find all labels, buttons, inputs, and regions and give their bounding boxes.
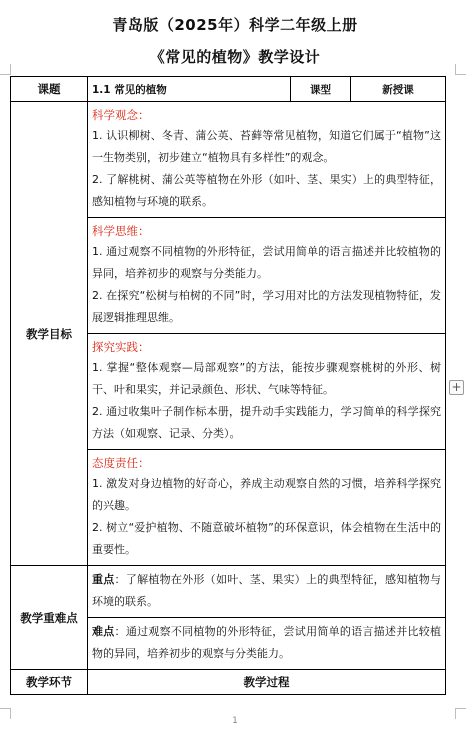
objective-line: 2. 通过收集叶子制作标本册，提升动手实践能力，学习简单的科学探究方法（如观察、记录、分类）。 — [92, 405, 441, 440]
topic-value[interactable]: 1.1 常见的植物 — [88, 77, 291, 102]
objective-section-practice[interactable] — [88, 334, 446, 450]
key-point-tag: 重点 — [92, 573, 115, 586]
objective-line: 2. 了解桃树、蒲公英等植物在外形（如叶、茎、果实）上的典型特征，感知植物与环境的联系。 — [92, 173, 441, 208]
objective-section-thinking[interactable] — [88, 218, 446, 334]
objective-section-attitude[interactable] — [88, 450, 446, 566]
difficult-point-tag: 难点 — [92, 625, 115, 638]
difficult-point-body: ：通过观察不同植物的外形特征，尝试用简单的语言描述并比较植物的异同，培养初步的观察与分类能力。 — [92, 625, 442, 660]
topic-label: 课题 — [11, 77, 88, 102]
topic-row — [11, 77, 446, 102]
section-heading: 态度责任： — [92, 456, 150, 470]
document-title: 青岛版（2025年）科学二年级上册 — [112, 16, 358, 34]
add-row-button[interactable]: + — [449, 380, 464, 395]
lesson-type-label: 课型 — [291, 77, 351, 102]
objective-line: 1. 激发对身边植物的好奇心，养成主动观察自然的习惯，培养科学探究的兴趣。 — [92, 477, 441, 512]
objective-section-concept[interactable] — [88, 102, 446, 218]
objective-line: 2. 在探究“松树与柏树的不同”时，学习用对比的方法发现植物特征，发展逻辑推理思维。 — [92, 289, 441, 324]
objective-line: 1. 认识柳树、冬青、蒲公英、苔藓等常见植物，知道它们属于“植物”这一生物类别，初步建立“植物具有多样性”的观念。 — [92, 129, 441, 164]
key-point-text — [92, 569, 441, 613]
section-heading: 科学观念： — [92, 108, 150, 122]
process-heading: 教学过程 — [88, 670, 446, 695]
objectives-label: 教学目标 — [11, 102, 88, 566]
section-heading: 科学思维： — [92, 224, 150, 238]
process-stage-label: 教学环节 — [11, 670, 88, 695]
keypoints-row-1 — [11, 566, 446, 618]
document-subtitle: 《常见的植物》教学设计 — [149, 48, 321, 66]
objective-line: 1. 通过观察不同植物的外形特征，尝试用简单的语言描述并比较植物的异同，培养初步的观察与分类能力。 — [92, 245, 441, 280]
key-point-body: ：了解植物在外形（如叶、茎、果实）上的典型特征，感知植物与环境的联系。 — [92, 573, 442, 608]
process-row — [11, 670, 446, 695]
key-point-cell[interactable] — [88, 566, 446, 618]
objective-line: 2. 树立“爱护植物、不随意破坏植物”的环保意识，体会植物在生活中的重要性。 — [92, 521, 441, 556]
section-heading: 探究实践： — [92, 340, 150, 354]
objectives-row-1 — [11, 102, 446, 218]
difficult-point-text — [92, 621, 441, 665]
difficult-point-cell[interactable] — [88, 618, 446, 670]
lesson-plan-table — [10, 76, 446, 695]
lesson-type-value[interactable]: 新授课 — [351, 77, 446, 102]
objective-line: 1. 掌握“整体观察—局部观察”的方法，能按步骤观察桃树的外形、树干、叶和果实，并记录颜色、形状、气味等特征。 — [92, 361, 441, 396]
page-number: 1 — [232, 716, 238, 726]
keypoints-label: 教学重难点 — [11, 566, 88, 670]
